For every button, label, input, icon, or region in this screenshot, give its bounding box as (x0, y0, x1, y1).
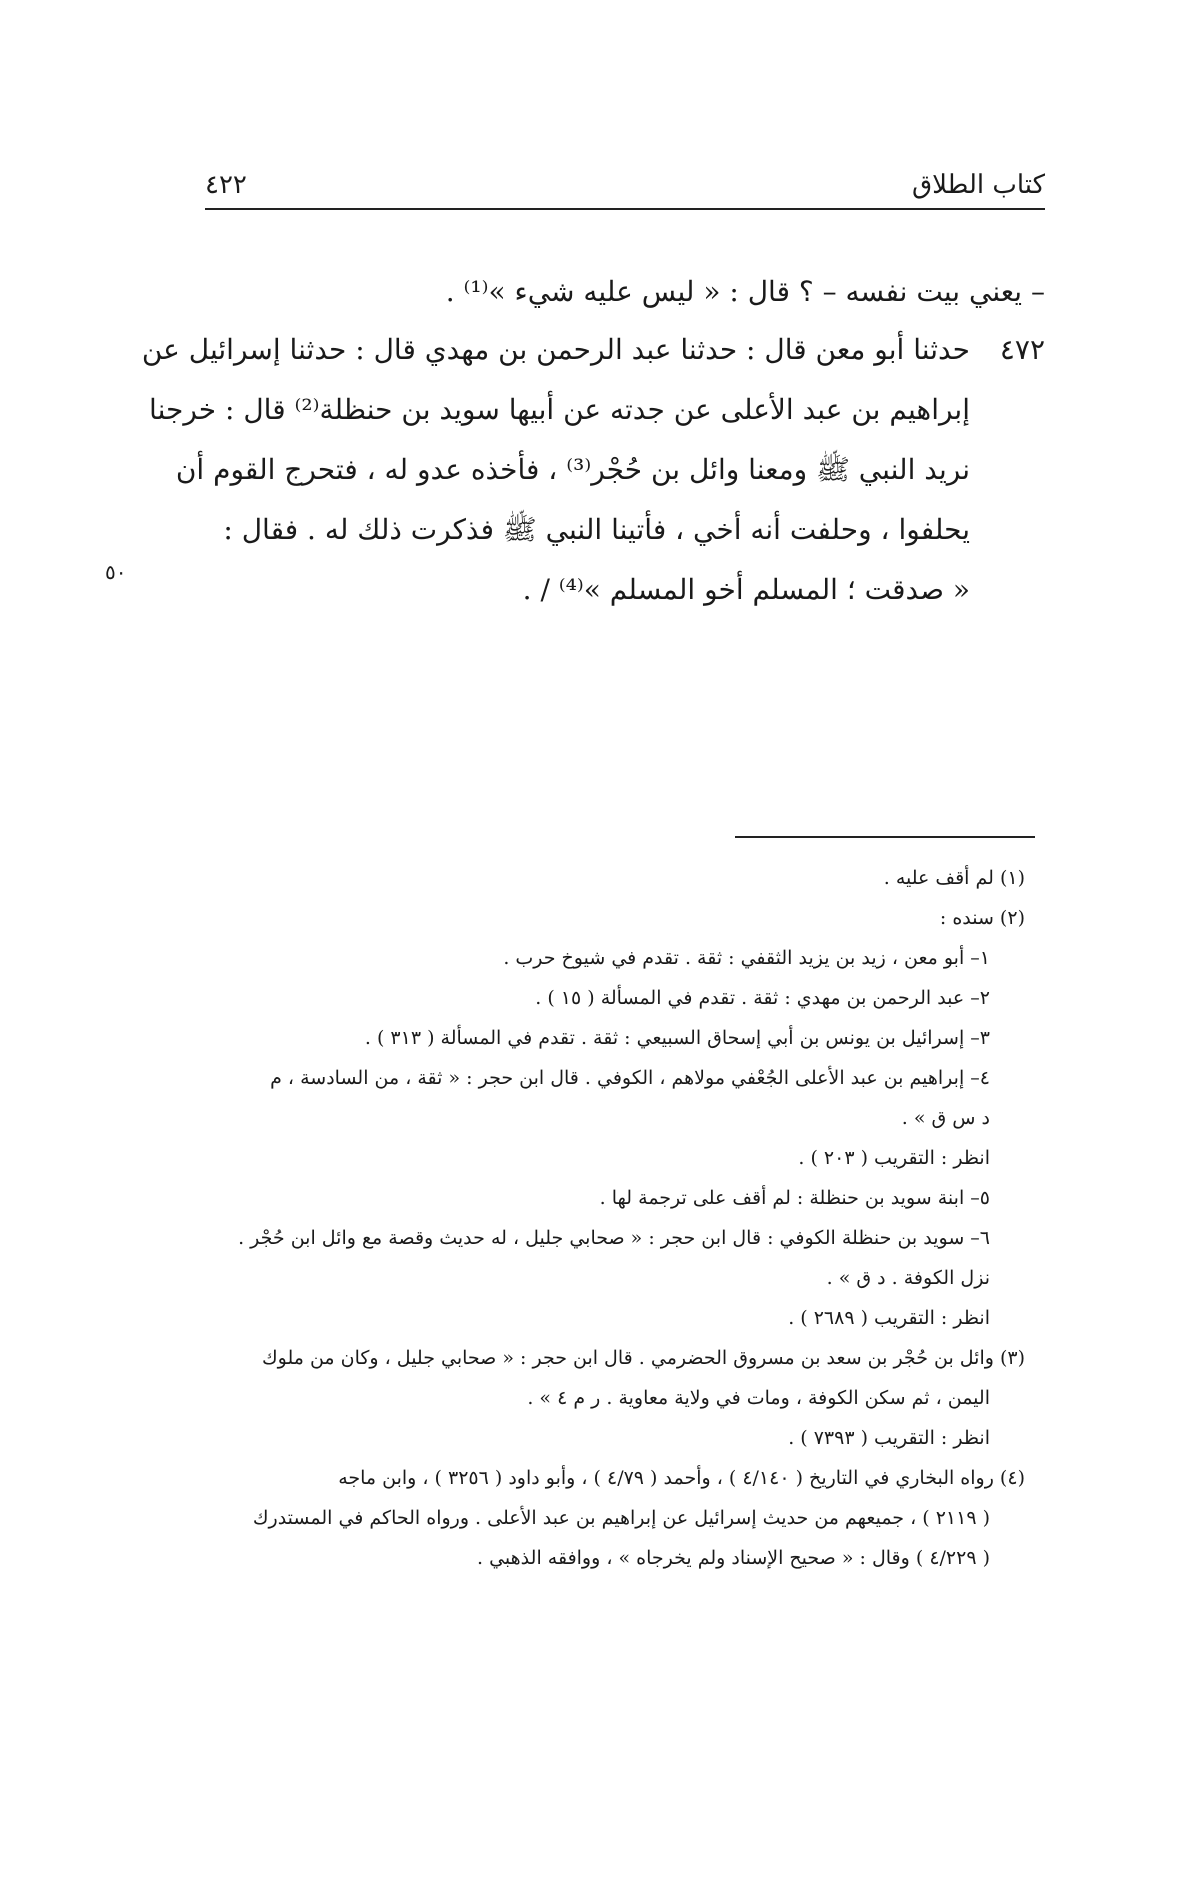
footnote-line: ٤– إبراهيم بن عبد الأعلى الجُعْفي مولاهم ، الكوفي . قال ابن حجر : « ثقة ، من السادسة ، م (270, 1067, 990, 1089)
margin-page-reference: ٥٠ (105, 560, 127, 584)
hadith-line: « صدقت ؛ المسلم أخو المسلم »⁽⁴⁾ / . (522, 573, 970, 606)
footnote-line: ١– أبو معن ، زيد بن يزيد الثقفي : ثقة . تقدم في شيوخ حرب . (503, 947, 990, 969)
hadith-text (141, 320, 970, 620)
footnote-line: (١) لم أقف عليه . (883, 867, 1025, 889)
footnote-line: انظر : التقريب ( ٢٦٨٩ ) . (788, 1307, 990, 1329)
footnote-rule (735, 836, 1035, 838)
hadith-line: يحلفوا ، وحلفت أنه أخي ، فأتينا النبي ﷺ فذكرت ذلك له . فقال : (223, 513, 970, 546)
footnote-line: د س ق » . (901, 1107, 990, 1129)
footnote-line: (٢) سنده : (939, 907, 1025, 929)
hadith-number: ٤٧٢ (999, 333, 1045, 366)
hadith-line: حدثنا أبو معن قال : حدثنا عبد الرحمن بن مهدي قال : حدثنا إسرائيل عن (141, 333, 970, 366)
footnote-line: ٥– ابنة سويد بن حنظلة : لم أقف على ترجمة لها . (599, 1187, 990, 1209)
hadith-line: نريد النبي ﷺ ومعنا وائل بن حُجْر⁽³⁾ ، فأخذه عدو له ، فتحرج القوم أن (175, 453, 970, 486)
footnote-line: (٣) وائل بن حُجْر بن سعد بن مسروق الحضرمي . قال ابن حجر : « صحابي جليل ، وكان من ملوك (261, 1347, 1025, 1369)
footnote-line: ٣– إسرائيل بن يونس بن أبي إسحاق السبيعي : ثقة . تقدم في المسألة ( ٣١٣ ) . (364, 1027, 990, 1049)
footnote-line: اليمن ، ثم سكن الكوفة ، ومات في ولاية معاوية . ر م ٤ » . (527, 1387, 990, 1409)
hadith-line: إبراهيم بن عبد الأعلى عن جدته عن أبيها سويد بن حنظلة⁽²⁾ قال : خرجنا (149, 393, 970, 426)
footnote-line: ٦– سويد بن حنظلة الكوفي : قال ابن حجر : « صحابي جليل ، له حديث وقصة مع وائل ابن حُجْر . (238, 1227, 990, 1249)
footnote-line: (٤) رواه البخاري في التاريخ ( ٤/١٤٠ ) ، وأحمد ( ٤/٧٩ ) ، وأبو داود ( ٣٢٥٦ ) ، وابن ماجه (338, 1467, 1025, 1489)
chapter-title: كتاب الطلاق (911, 170, 1045, 200)
opening-line (205, 262, 1045, 322)
opening-text: – يعني بيت نفسه – ؟ قال : « ليس عليه شيء »⁽¹⁾ . (445, 275, 1045, 308)
footnote-line: انظر : التقريب ( ٢٠٣ ) . (798, 1147, 990, 1169)
footnote-line: انظر : التقريب ( ٧٣٩٣ ) . (788, 1427, 990, 1449)
page-number: ٤٢٢ (205, 170, 247, 200)
footnote-line: ٢– عبد الرحمن بن مهدي : ثقة . تقدم في المسألة ( ١٥ ) . (535, 987, 990, 1009)
footnotes (190, 858, 1025, 1578)
footnote-line: ( ٢١١٩ ) ، جميعهم من حديث إسرائيل عن إبراهيم بن عبد الأعلى . ورواه الحاكم في المستدرك (252, 1507, 990, 1529)
footnote-line: ( ٤/٢٢٩ ) وقال : « صحيح الإسناد ولم يخرجاه » ، ووافقه الذهبي . (477, 1547, 990, 1569)
header-rule (205, 208, 1045, 210)
footnote-line: نزل الكوفة . د ق » . (826, 1267, 990, 1289)
running-header (205, 170, 1045, 210)
